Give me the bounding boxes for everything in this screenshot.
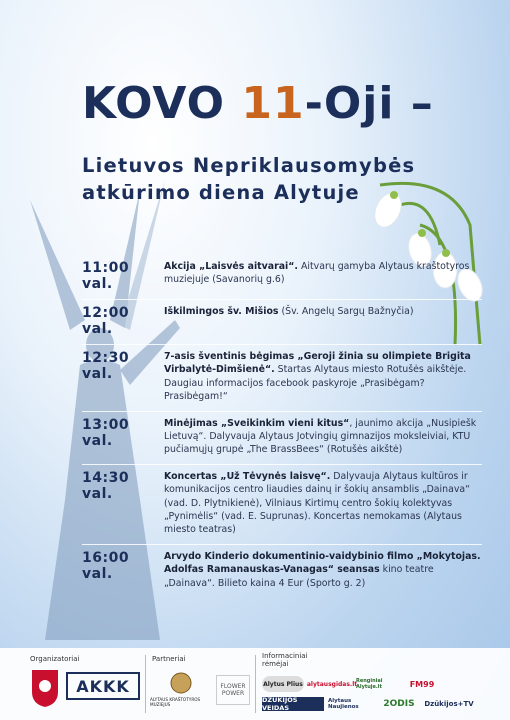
alytausgidas-logo: alytausgidas.lt (306, 680, 358, 688)
event-row (82, 465, 482, 545)
alytus-coat-of-arms-icon (30, 668, 60, 708)
museum-logo-text: ALYTAUS KRAŠTOTYROS MUZIEJUS (150, 697, 201, 707)
event-time: 13:00 val. (82, 416, 130, 449)
subtitle-line-2: atkūrimo diena Alytuje (82, 181, 360, 204)
event-row (82, 545, 482, 597)
event-time: 12:00 val. (82, 305, 130, 337)
event-description: Iškilmingos šv. Mišios (Šv. Angelų Sargų Bažnyčia) (164, 306, 414, 317)
fm99-logo: FM99 (409, 679, 435, 689)
event-time: 14:30 val. (82, 469, 130, 502)
subtitle-line-1: Lietuvos Nepriklausomybės (82, 154, 416, 177)
partners-label: Partneriai (152, 655, 186, 663)
event-row (82, 412, 482, 465)
zodis-logo: 2ODIS (383, 699, 415, 709)
alytaus-naujienos-logo: Alytaus Naujienos (328, 698, 359, 710)
event-schedule (82, 255, 482, 597)
museum-emblem-icon (170, 672, 192, 694)
alytus-plus-logo: Alytus Plius (262, 676, 304, 692)
event-row (82, 255, 482, 300)
footer-divider (145, 655, 146, 713)
event-description: Akcija „Laisvės aitvarai“. Aitvarų gamyba Alytaus kraštotyros muziejuje (Savanorių g.6) (164, 261, 470, 286)
dzukijos-veidas-logo: DZŪKIJOS VEIDAS (262, 697, 324, 711)
event-row (82, 345, 482, 412)
event-description: 7-asis šventinis bėgimas „Geroji žinia su olimpiete Brigita Virbalytė-Dimšienė“. Startas Alytaus miesto Rotušės aikštėje. Daugiau informacijos facebook paskyroje „Prasibėgam? Prasibėgam!“ (164, 351, 471, 403)
info-sponsors-label: Informaciniai rėmėjai (262, 652, 308, 668)
event-time: 12:30 val. (82, 350, 130, 382)
event-description: Arvydo Kinderio dokumentinio-vaidybinio filmo „Mokytojas. Adolfas Ramanauskas-Vanagas“ seansas kino teatre „Dainava“. Bilieto kaina 4 Eur (Sporto g. 2) (164, 550, 481, 589)
organizers-label: Organizatoriai (30, 655, 80, 663)
title-accent-number: 11 (241, 78, 305, 129)
page-subtitle (82, 152, 415, 206)
renginiai-logo: Renginiai Alytuje.lt (356, 678, 383, 690)
event-description: Koncertas „Už Tėvynės laisvę“. Dalyvauja Alytaus kultūros ir komunikacijos centro liaudies dainų ir šokių ansamblis „Dainava“ (vad. D. Plytnikienė), Vilniaus Kirtimų centro šokių kolektyvas „Pynimėlis“ (vad. E. Suprunas). Koncertas nemokamas (Alytaus miesto teatras) (164, 470, 470, 536)
flower-power-logo: FLOWER POWER (216, 675, 250, 705)
footer-divider (255, 655, 256, 713)
event-time: 11:00 val. (82, 260, 130, 292)
event-time: 16:00 val. (82, 549, 130, 582)
dzukijos-tv-logo: Dzūkijos+TV (424, 700, 474, 708)
event-description: Minėjimas „Sveikinkim vieni kitus“, jaunimo akcija „Nusipiešk Lietuvą“. Dalyvauja Alytaus Jotvingių gimnazijos moksleiviai, KTU pučiamųjų grupė „The BrassBees“ (Rotušės aikštė) (164, 417, 477, 456)
akkk-logo: AKKK (66, 672, 140, 700)
event-row (82, 300, 482, 345)
page-title: KOVO 11-Oji – (82, 78, 434, 129)
